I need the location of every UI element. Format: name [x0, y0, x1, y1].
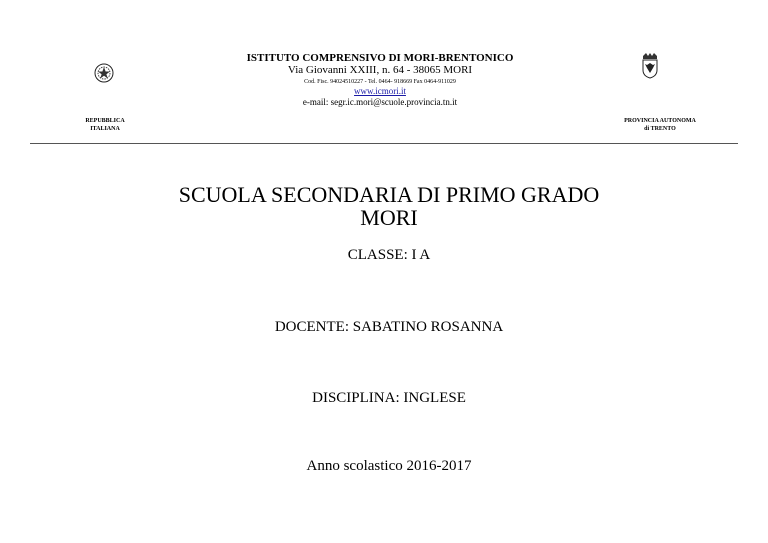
school-title-line2: MORI — [360, 205, 418, 230]
fiscal-contacts: Cod. Fisc. 94024510227 - Tel. 0464- 918669 Fax 0464-911029 — [304, 79, 456, 85]
website-link[interactable]: www.icmori.it — [354, 86, 406, 96]
trento-coat-of-arms-icon — [640, 53, 660, 79]
header-divider — [30, 143, 738, 144]
republic-label-line1: REPUBBLICA — [85, 118, 125, 124]
republic-label — [70, 117, 140, 133]
school-year-label: Anno scolastico 2016-2017 — [306, 458, 472, 474]
italian-republic-emblem-icon — [94, 62, 114, 84]
institute-name: ISTITUTO COMPRENSIVO DI MORI-BRENTONICO — [246, 52, 514, 64]
republic-label-line2: ITALIANA — [90, 126, 120, 132]
email-address: e-mail: segr.ic.mori@scuole.provincia.tn.it — [302, 97, 458, 107]
institute-address: Via Giovanni XXIII, n. 64 - 38065 MORI — [287, 64, 473, 76]
school-title-line1: SCUOLA SECONDARIA DI PRIMO GRADO — [178, 182, 600, 207]
class-label: CLASSE: I A — [347, 247, 431, 263]
subject-label: DISCIPLINA: INGLESE — [312, 390, 466, 406]
teacher-label: DOCENTE: SABATINO ROSANNA — [274, 319, 504, 335]
province-label-line2: di TRENTO — [644, 126, 676, 132]
province-label-line1: PROVINCIA AUTONOMA — [624, 118, 696, 124]
province-label — [605, 117, 715, 133]
